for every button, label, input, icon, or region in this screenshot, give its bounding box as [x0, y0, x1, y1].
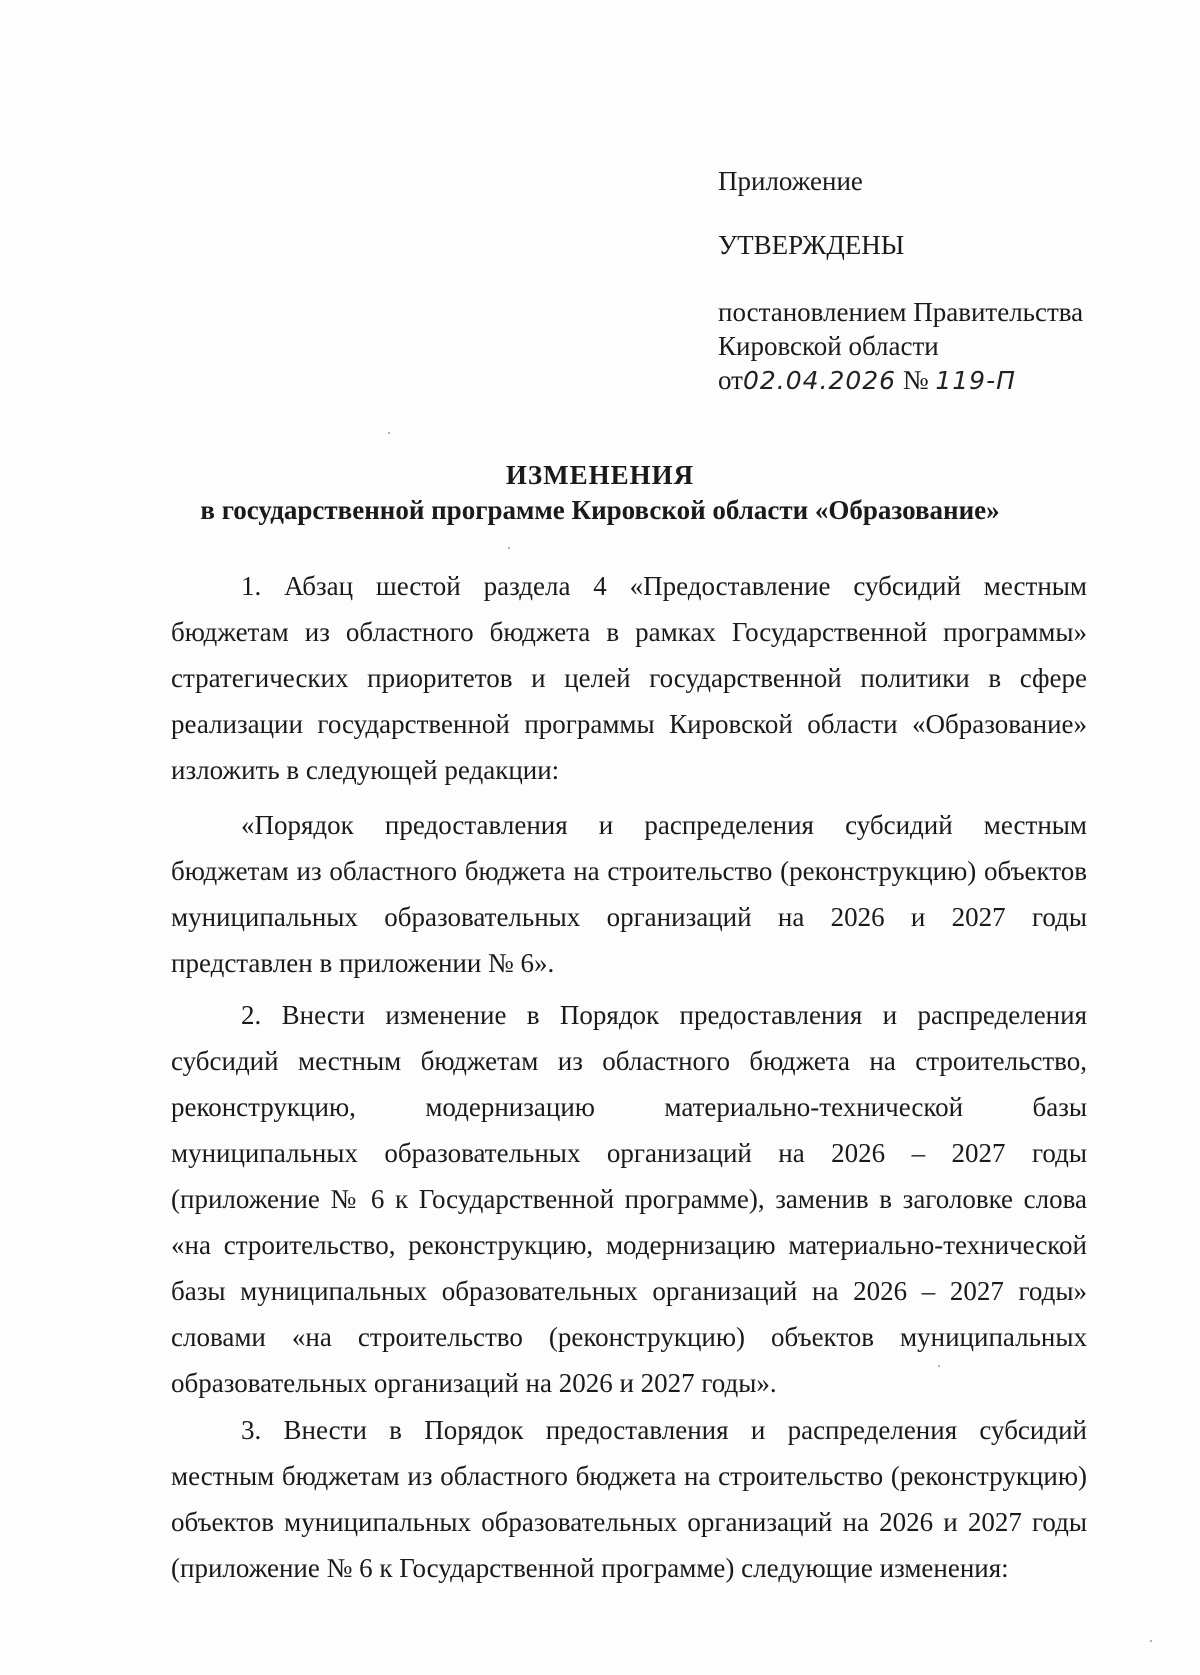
paragraph-2: 2. Внести изменение в Порядок предоставления и распределения субсидий местным бюджетам из областного бюджета на строительство, реконструкцию, модернизацию материально-технической базы муниципальных образовательных организаций на 2026 – 2027 годы (приложение № 6 к Государственной программе), заменив в заголовке слова «на строительство, реконструкцию, модернизацию материально-технической базы муниципальных образовательных организаций на 2026 – 2027 годы» словами «на строительство (реконструкцию) объектов муниципальных образовательных организаций на 2026 и 2027 годы». — [171, 1000, 1087, 1398]
scan-speck — [508, 547, 510, 549]
resolution-line-2: Кировской области — [718, 331, 939, 361]
paragraph-3: 3. Внести в Порядок предоставления и распределения субсидий местным бюджетам из областного бюджета на строительство (реконструкцию) объектов муниципальных образовательных организаций на 2026 и 2027 годы (приложение № 6 к Государственной программе) следующие изменения: — [171, 1415, 1087, 1583]
number-prefix: № — [902, 365, 929, 395]
resolution-date-line — [718, 364, 1083, 398]
paragraph-1: 1. Абзац шестой раздела 4 «Предоставление субсидий местным бюджетам из областного бюджета в рамках Государственной программы» стратегических приоритетов и целей государственной политики в сфере реализации государственной программы Кировской области «Образование» изложить в следующей редакции: — [171, 571, 1087, 785]
approved-label: УТВЕРЖДЕНЫ — [718, 230, 905, 260]
resolution-line-1: постановлением Правительства — [718, 297, 1084, 327]
handwritten-date: 02.04.2026 — [742, 366, 897, 395]
scan-speck — [938, 1365, 940, 1367]
document-title: ИЗМЕНЕНИЯ — [505, 460, 695, 490]
date-prefix: от — [718, 365, 743, 395]
scan-speck — [388, 432, 390, 434]
scan-speck — [1150, 1640, 1152, 1642]
appendix-label: Приложение — [718, 166, 863, 196]
handwritten-number: 119-П — [935, 366, 1016, 395]
resolution-block — [718, 296, 1083, 398]
document-subtitle: в государственной программе Кировской области «Образование» — [200, 495, 1000, 525]
paragraph-quote: «Порядок предоставления и распределения субсидий местным бюджетам из областного бюджета на строительство (реконструкцию) объектов муниципальных образовательных организаций на 2026 и 2027 годы представлен в приложении № 6». — [171, 810, 1087, 978]
